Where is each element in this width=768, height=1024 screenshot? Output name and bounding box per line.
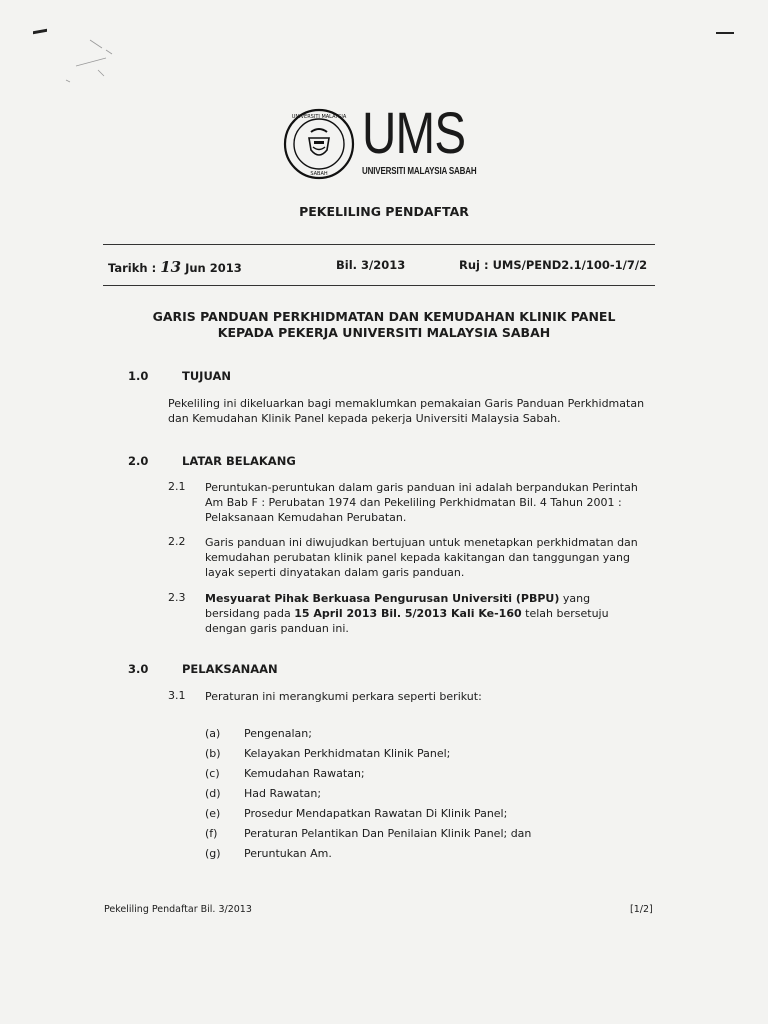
list-item-letter: (f) [205, 827, 218, 840]
paragraph-3-1-number: 3.1 [168, 689, 186, 702]
list-item-letter: (d) [205, 787, 221, 800]
list-item: Prosedur Mendapatkan Rawatan Di Klinik Panel; [244, 807, 508, 820]
circular-title: PEKELILING PENDAFTAR [299, 204, 469, 219]
list-item-letter: (b) [205, 747, 221, 760]
section-1-line: Pekeliling ini dikeluarkan bagi memaklumkan pemakaian Garis Panduan Perkhidmatan [168, 397, 645, 410]
date-field [108, 258, 242, 276]
paragraph-line: Am Bab F : Perubatan 1974 dan Pekeliling Perkhidmatan Bil. 4 Tahun 2001 : [205, 496, 622, 509]
paragraph-2-3-text [205, 591, 609, 636]
meeting-date: 15 April 2013 Bil. 5/2013 Kali Ke-160 [294, 607, 522, 620]
list-item-letter: (a) [205, 727, 221, 740]
list-item: Kemudahan Rawatan; [244, 767, 365, 780]
paragraph-2-1-number: 2.1 [168, 480, 186, 493]
list-item: Peruntukan Am. [244, 847, 332, 860]
pen-scribble [60, 36, 130, 86]
list-item: Pengenalan; [244, 727, 312, 740]
scan-mark-right [716, 32, 734, 34]
list-item-letter: (g) [205, 847, 221, 860]
document-heading-line1: GARIS PANDUAN PERKHIDMATAN DAN KEMUDAHAN KLINIK PANEL [152, 309, 616, 324]
section-1-line: dan Kemudahan Klinik Panel kepada pekerja Universiti Malaysia Sabah. [168, 412, 561, 425]
paragraph-2-2-text [205, 535, 638, 580]
seal-top-text: UNIVERSITI MALAYSIA [291, 114, 347, 120]
paragraph-line [205, 606, 609, 621]
paragraph-line: Pelaksanaan Kemudahan Perubatan. [205, 511, 407, 524]
paragraph-fragment: telah bersetuju [521, 607, 609, 620]
header-rule-bottom [103, 285, 655, 286]
paragraph-2-2-number: 2.2 [168, 535, 186, 548]
section-1-text [168, 396, 644, 426]
list-item-letter: (c) [205, 767, 220, 780]
paragraph-line: layak seperti dinyatakan dalam garis panduan. [205, 566, 465, 579]
logo-university-name: UNIVERSITI MALAYSIA SABAH [362, 166, 477, 177]
date-label: Tarikh : [108, 261, 157, 275]
list-item: Had Rawatan; [244, 787, 322, 800]
paragraph-line: dengan garis panduan ini. [205, 622, 349, 635]
pbpu-meeting: Mesyuarat Pihak Berkuasa Pengurusan Universiti (PBPU) [205, 592, 560, 605]
ums-seal-logo [283, 108, 355, 180]
paragraph-2-3-number: 2.3 [168, 591, 186, 604]
reference-number: Ruj : UMS/PEND2.1/100-1/7/2 [459, 258, 648, 272]
section-2-title: LATAR BELAKANG [182, 454, 296, 468]
list-item: Peraturan Pelantikan Dan Penilaian Klinik Panel; dan [244, 827, 532, 840]
footer-reference: Pekeliling Pendaftar Bil. 3/2013 [104, 904, 252, 915]
list-item: Kelayakan Perkhidmatan Klinik Panel; [244, 747, 451, 760]
paragraph-line: Garis panduan ini diwujudkan bertujuan untuk menetapkan perkhidmatan dan [205, 536, 638, 549]
seal-bottom-text: SABAH [310, 171, 328, 177]
paragraph-2-1-text [205, 480, 638, 525]
date-day: 13 [160, 258, 182, 276]
paragraph-3-1-text: Peraturan ini merangkumi perkara seperti berikut: [205, 690, 482, 703]
paragraph-fragment: yang [559, 592, 591, 605]
list-item-letter: (e) [205, 807, 221, 820]
paragraph-line: Peruntukan-peruntukan dalam garis panduan ini adalah berpandukan Perintah [205, 481, 638, 494]
bil-number: Bil. 3/2013 [336, 258, 406, 272]
section-1-number: 1.0 [128, 369, 149, 383]
section-1-title: TUJUAN [182, 369, 231, 383]
paragraph-line [205, 591, 609, 606]
scan-mark-left [33, 29, 47, 34]
section-3-title: PELAKSANAAN [182, 662, 278, 676]
page-number: [1/2] [630, 904, 653, 915]
logo-abbreviation: UMS [362, 101, 466, 166]
paragraph-fragment: bersidang pada [205, 607, 295, 620]
paragraph-line: kemudahan perubatan klinik panel kepada kakitangan dan tanggungan yang [205, 551, 630, 564]
section-3-number: 3.0 [128, 662, 149, 676]
date-month-year: Jun 2013 [185, 261, 242, 275]
document-heading-line2: KEPADA PEKERJA UNIVERSITI MALAYSIA SABAH [217, 325, 551, 340]
section-2-number: 2.0 [128, 454, 149, 468]
header-rule-top [103, 244, 655, 245]
